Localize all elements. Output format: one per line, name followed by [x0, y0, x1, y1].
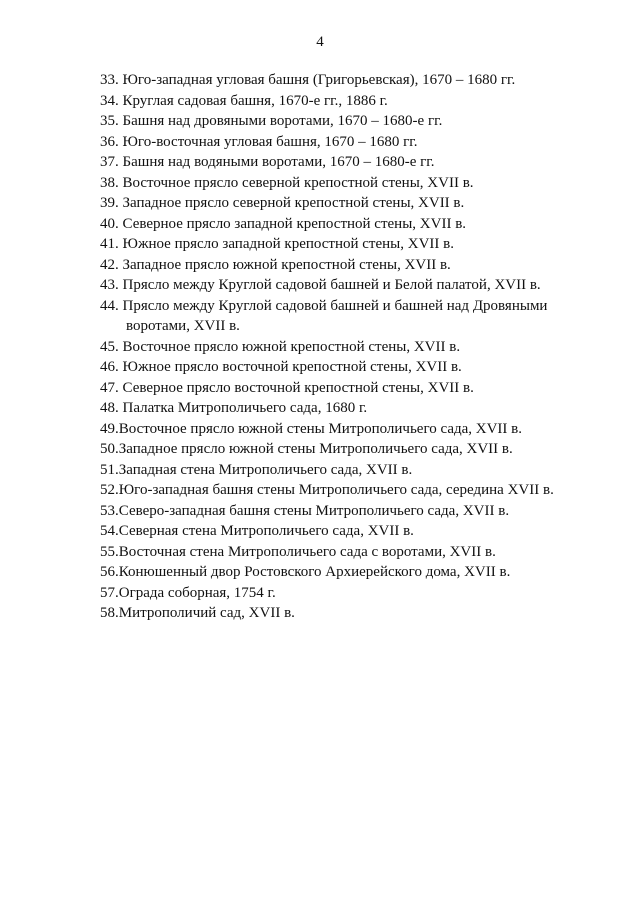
list-item [100, 542, 600, 563]
item-text: Ограда соборная, 1754 г. [118, 584, 276, 601]
item-text: Западная стена Митрополичьего сада, XVII в. [118, 461, 413, 478]
list-item [100, 255, 600, 276]
list-item [100, 521, 600, 542]
item-number: 56. [100, 564, 119, 580]
item-number: 47. [100, 379, 119, 396]
list-item [100, 70, 600, 91]
item-text: Юго-западная угловая башня (Григорьевская), 1670 – 1680 гг. [122, 72, 516, 88]
list-item [100, 398, 600, 419]
item-text: Западное прясло южной стены Митрополичьего сада, XVII в. [118, 441, 513, 457]
item-text: Восточное прясло южной стены Митрополичьего сада, XVII в. [118, 420, 523, 437]
item-text: Прясло между Круглой садовой башней и Белой палатой, XVII в. [122, 277, 541, 293]
item-text-continuation: воротами, XVII в. [126, 318, 240, 334]
list-item [100, 111, 600, 132]
item-number: 44. [100, 297, 119, 314]
item-text: Восточное прясло южной крепостной стены, XVII в. [122, 338, 461, 355]
item-text: Палатка Митрополичьего сада, 1680 г. [122, 400, 368, 416]
item-number: 51. [100, 461, 119, 478]
item-text: Конюшенный двор Ростовского Архиерейского дома, XVII в. [118, 564, 511, 580]
list-item [100, 234, 600, 255]
item-number: 38. [100, 174, 119, 191]
list-item [100, 480, 600, 501]
list-item [100, 152, 600, 173]
item-text: Западное прясло северной крепостной стены, XVII в. [122, 195, 465, 211]
list-item [100, 419, 600, 440]
item-text: Западное прясло южной крепостной стены, XVII в. [122, 256, 451, 273]
item-text: Башня над дровяными воротами, 1670 – 1680-е гг. [122, 113, 443, 129]
page-number: 4 [316, 34, 324, 50]
item-number: 36. [100, 133, 119, 150]
item-number: 41. [100, 236, 119, 252]
item-number: 43. [100, 277, 119, 293]
item-number: 42. [100, 256, 119, 273]
item-number: 54. [100, 523, 119, 539]
object-list [100, 70, 600, 624]
item-number: 48. [100, 400, 119, 416]
item-text: Северная стена Митрополичьего сада, XVII в. [118, 523, 414, 539]
item-text: Восточное прясло северной крепостной стены, XVII в. [122, 174, 474, 191]
item-number: 53. [100, 502, 119, 519]
item-number: 39. [100, 195, 119, 211]
list-item [100, 562, 600, 583]
item-number: 55. [100, 543, 119, 560]
list-item [100, 337, 600, 358]
item-text: Круглая садовая башня, 1670-е гг., 1886 г. [122, 92, 388, 109]
list-item [100, 460, 600, 481]
list-item [100, 296, 600, 337]
item-text: Юго-западная башня стены Митрополичьего сада, середина XVII в. [118, 482, 554, 498]
item-text: Северо-западная башня стены Митрополичьего сада, XVII в. [118, 502, 510, 519]
list-item [100, 603, 600, 624]
item-text: Южное прясло западной крепостной стены, XVII в. [122, 236, 454, 252]
item-number: 37. [100, 154, 119, 170]
item-number: 49. [100, 420, 119, 437]
list-item [100, 214, 600, 235]
item-text: Прясло между Круглой садовой башней и башней над Дровяными [122, 297, 548, 314]
item-number: 46. [100, 359, 119, 375]
item-number: 58. [100, 605, 119, 621]
item-text: Северное прясло восточной крепостной стены, XVII в. [122, 379, 474, 396]
item-text: Северное прясло западной крепостной стены, XVII в. [122, 215, 467, 232]
list-item [100, 501, 600, 522]
item-number: 50. [100, 441, 119, 457]
list-item [100, 378, 600, 399]
item-number: 57. [100, 584, 119, 601]
item-number: 34. [100, 92, 119, 109]
list-item [100, 275, 600, 296]
list-item [100, 91, 600, 112]
item-number: 52. [100, 482, 119, 498]
item-text: Митрополичий сад, XVII в. [118, 605, 295, 621]
list-item [100, 173, 600, 194]
item-number: 40. [100, 215, 119, 232]
item-text: Южное прясло восточной крепостной стены, XVII в. [122, 359, 462, 375]
item-text: Восточная стена Митрополичьего сада с воротами, XVII в. [118, 543, 496, 560]
item-text: Башня над водяными воротами, 1670 – 1680-е гг. [122, 154, 435, 170]
item-text: Юго-восточная угловая башня, 1670 – 1680 гг. [122, 133, 418, 150]
list-item [100, 193, 600, 214]
item-number: 35. [100, 113, 119, 129]
list-item [100, 357, 600, 378]
list-item [100, 439, 600, 460]
list-item [100, 132, 600, 153]
item-number: 33. [100, 72, 119, 88]
item-number: 45. [100, 338, 119, 355]
list-item [100, 583, 600, 604]
